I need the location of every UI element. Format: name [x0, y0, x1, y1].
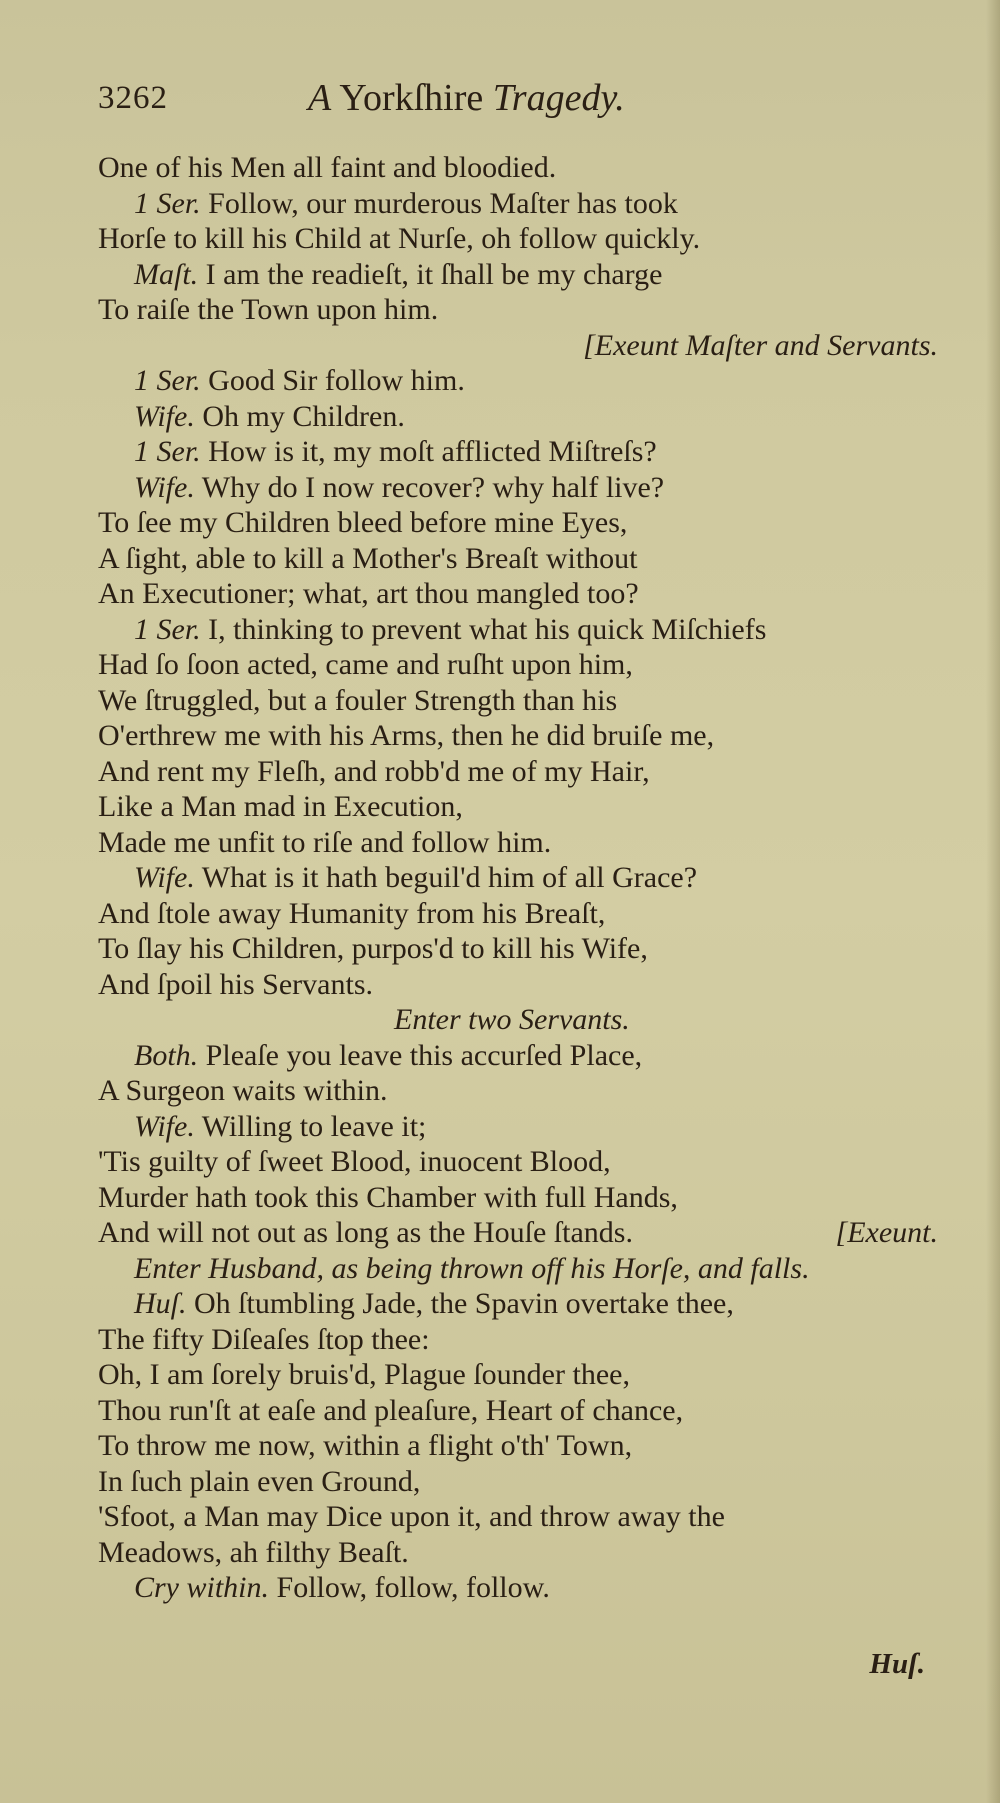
stage-direction: Enter two Servants. — [394, 1003, 630, 1036]
verse-text: One of his Men all faint and bloodied. — [98, 151, 557, 184]
verse-text: Meadows, ah filthy Beaſt. — [98, 1535, 409, 1569]
page-number: 3262 — [98, 80, 168, 116]
text-line — [98, 221, 938, 257]
text-line — [98, 683, 938, 719]
text-line — [98, 292, 938, 328]
text-line — [98, 1570, 938, 1606]
speaker-name: Huſ. — [134, 1287, 187, 1320]
text-line — [98, 1393, 938, 1429]
text-line — [98, 1535, 938, 1571]
verse-text: To ſee my Children bleed before mine Eyes, — [98, 506, 628, 539]
text-line — [98, 967, 938, 1003]
speaker-name: 1 Ser. — [134, 435, 201, 468]
stage-direction: Enter Husband, as being thrown off his Horſe, and falls. — [134, 1251, 810, 1285]
speech-text: Good Sir follow him. — [208, 364, 465, 397]
page-edge-shadow — [986, 0, 1000, 1803]
speech-text: Oh my Children. — [202, 399, 405, 433]
text-line — [98, 1215, 938, 1251]
speaker-name: Wife. — [134, 1109, 195, 1143]
speaker-name: Wife. — [134, 470, 195, 504]
page-header — [98, 77, 938, 130]
speech-text: Why do I now recover? why half live? — [201, 470, 665, 504]
speaker-name: Cry within. — [134, 1571, 270, 1604]
text-line — [98, 1322, 938, 1358]
verse-text: Murder hath took this Chamber with full Hands, — [98, 1180, 678, 1214]
verse-text: Thou run'ſt at eaſe and pleaſure, Heart of chance, — [98, 1393, 684, 1427]
play-text — [98, 150, 938, 1606]
running-title-b: Tragedy. — [492, 77, 625, 119]
text-line — [98, 541, 938, 577]
verse-text: To raiſe the Town upon him. — [98, 293, 439, 326]
text-line — [98, 1286, 938, 1322]
verse-text: And rent my Fleſh, and robb'd me of my Hair, — [98, 754, 650, 788]
verse-text: 'Sfoot, a Man may Dice upon it, and throw away the — [98, 1500, 725, 1533]
speech-text: Willing to leave it; — [201, 1109, 427, 1143]
verse-text: Oh, I am ſorely bruis'd, Plague ſounder thee, — [98, 1358, 630, 1391]
text-line — [98, 505, 938, 541]
running-title-mid: Yorkſhire — [339, 77, 484, 119]
text-line — [98, 1251, 938, 1287]
text-line — [98, 257, 938, 293]
text-line — [98, 718, 938, 754]
speaker-name: Maſt. — [134, 257, 199, 291]
verse-text: We ſtruggled, but a fouler Strength than his — [98, 683, 618, 717]
text-line — [98, 612, 938, 648]
verse-text: 'Tis guilty of ſweet Blood, inuocent Blood, — [98, 1145, 611, 1178]
verse-text: An Executioner; what, art thou mangled too? — [98, 577, 639, 610]
text-line — [98, 1002, 938, 1038]
catchword: Huſ. — [869, 1648, 925, 1680]
text-line — [98, 150, 938, 186]
verse-text: In ſuch plain even Ground, — [98, 1464, 421, 1498]
verse-text: And ſpoil his Servants. — [98, 967, 373, 1001]
stage-direction: [Exeunt Maſter and Servants. — [583, 328, 938, 362]
text-line — [98, 1357, 938, 1393]
verse-text: And will not out as long as the Houſe ſtands. — [98, 1216, 633, 1249]
text-line — [98, 328, 938, 364]
text-line — [98, 647, 938, 683]
text-line — [98, 1464, 938, 1500]
speech-text: I am the readieſt, it ſhall be my charge — [205, 257, 663, 291]
text-line — [98, 1428, 938, 1464]
verse-text: The fifty Diſeaſes ſtop thee: — [98, 1322, 430, 1356]
running-title — [308, 76, 625, 120]
stage-direction-exit: [Exeunt. — [835, 1216, 938, 1249]
running-title-a: A — [308, 77, 332, 119]
speech-text: I, thinking to prevent what his quick Miſchiefs — [208, 612, 767, 646]
text-line — [98, 896, 938, 932]
speech-text: Pleaſe you leave this accurſed Place, — [205, 1038, 643, 1072]
verse-text: Had ſo ſoon acted, came and ruſht upon him, — [98, 648, 633, 681]
text-line — [98, 860, 938, 896]
text-line — [98, 1180, 938, 1216]
speaker-name: 1 Ser. — [134, 186, 201, 220]
text-line — [98, 186, 938, 222]
text-line — [98, 470, 938, 506]
text-line — [98, 1109, 938, 1145]
speech-text: Follow, follow, follow. — [276, 1571, 550, 1604]
verse-text: A Surgeon waits within. — [98, 1074, 388, 1107]
verse-text: To ſlay his Children, purpos'd to kill his Wife, — [98, 932, 648, 965]
text-line — [98, 825, 938, 861]
verse-text: Horſe to kill his Child at Nurſe, oh follow quickly. — [98, 222, 701, 255]
speaker-name: 1 Ser. — [134, 364, 201, 397]
speaker-name: Both. — [134, 1038, 199, 1072]
text-line — [98, 399, 938, 435]
speech-text: Oh ſtumbling Jade, the Spavin overtake thee, — [194, 1287, 734, 1320]
speech-text: Follow, our murderous Maſter has took — [208, 186, 678, 220]
speech-text: What is it hath beguil'd him of all Grace? — [201, 861, 698, 894]
text-line — [98, 931, 938, 967]
text-line — [98, 754, 938, 790]
text-line — [98, 789, 938, 825]
verse-text: A ſight, able to kill a Mother's Breaſt without — [98, 541, 638, 575]
speaker-name: 1 Ser. — [134, 612, 201, 646]
speaker-name: Wife. — [134, 399, 195, 433]
text-line — [98, 1073, 938, 1109]
text-line — [98, 576, 938, 612]
verse-text: O'erthrew me with his Arms, then he did bruiſe me, — [98, 719, 715, 752]
text-line — [98, 363, 938, 399]
speech-text: How is it, my moſt afflicted Miſtreſs? — [208, 435, 657, 468]
text-line — [98, 1144, 938, 1180]
text-line — [98, 1038, 938, 1074]
verse-text: And ſtole away Humanity from his Breaſt, — [98, 896, 606, 930]
verse-text: To throw me now, within a flight o'th' Town, — [98, 1429, 633, 1462]
verse-text: Made me unfit to riſe and follow him. — [98, 825, 552, 859]
verse-text: Like a Man mad in Execution, — [98, 790, 463, 823]
speaker-name: Wife. — [134, 861, 195, 894]
text-line — [98, 1499, 938, 1535]
text-line — [98, 434, 938, 470]
